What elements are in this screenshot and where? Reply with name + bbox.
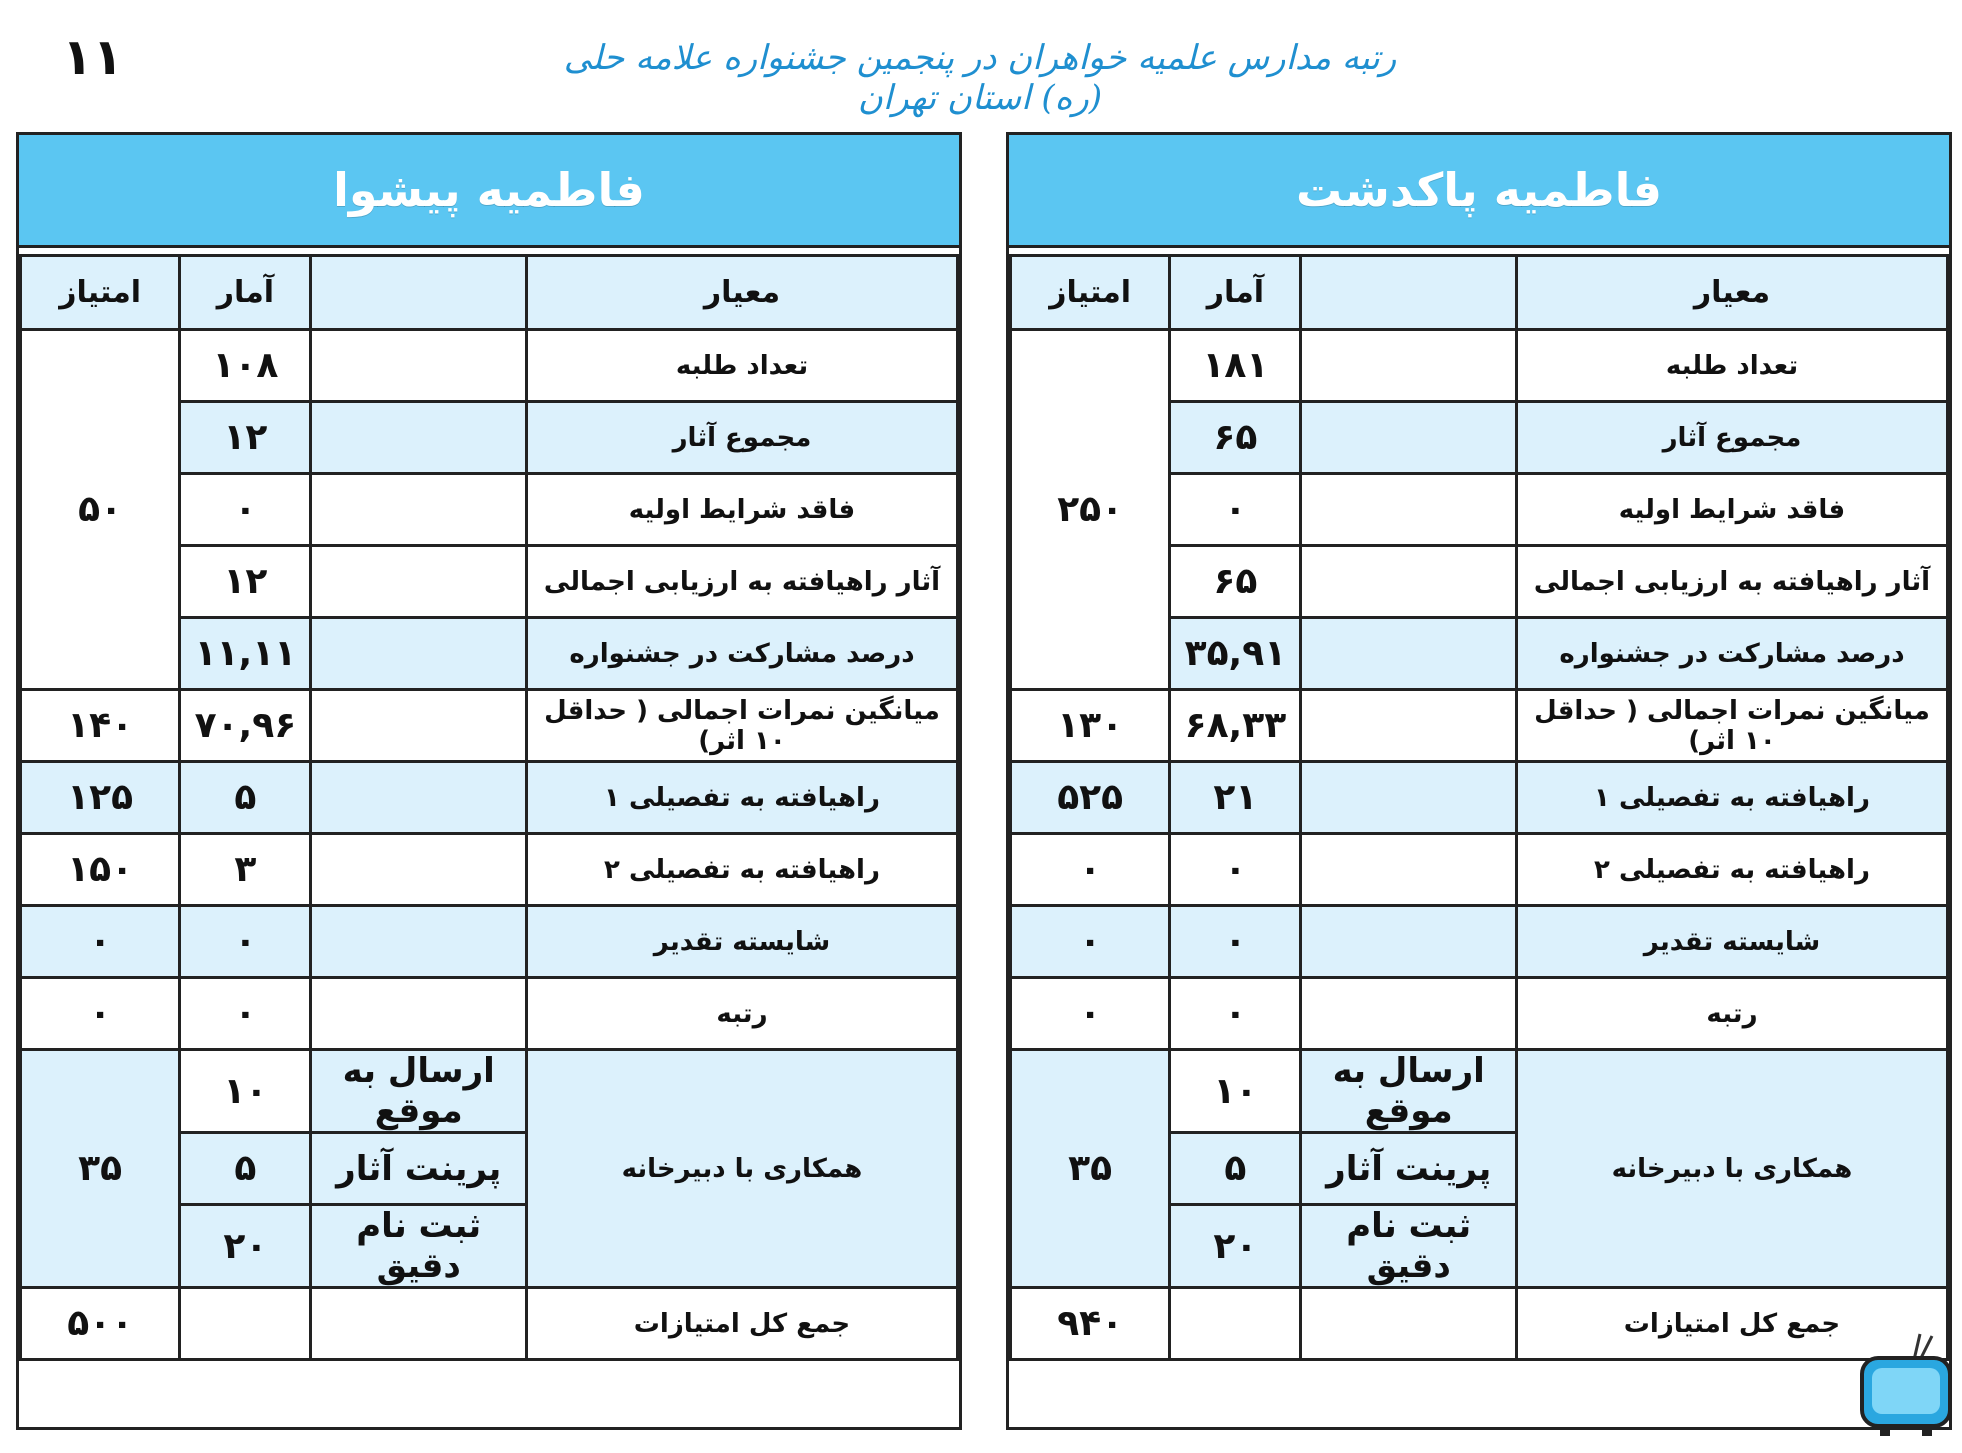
stat-cell: ۱۸۱ [1170, 330, 1301, 402]
score-table [1009, 254, 1949, 1361]
score-table [19, 254, 959, 1361]
score-cell: ۵۲۵ [1011, 762, 1170, 834]
stat-cell: ۳ [180, 834, 311, 906]
blank-cell [311, 834, 527, 906]
score-cell: ۱۴۰ [21, 690, 180, 762]
blank-cell [1301, 978, 1517, 1050]
school-panel-pishva [16, 132, 962, 1430]
table-row [1011, 978, 1948, 1050]
criterion-cell: شایسته تقدیر [526, 906, 957, 978]
sub-criterion-cell: پرینت آثار [1301, 1133, 1517, 1205]
criterion-cell: راهیافته به تفصیلی ۱ [526, 762, 957, 834]
stat-cell: ۰ [180, 978, 311, 1050]
score-cell: ۱۲۵ [21, 762, 180, 834]
table-row [21, 762, 958, 834]
header-score: امتیاز [21, 256, 180, 330]
blank-cell [1301, 690, 1517, 762]
stat-cell: ۱۰ [180, 1050, 311, 1133]
sub-criterion-cell: ارسال به موقع [311, 1050, 527, 1133]
table-row [1011, 1050, 1948, 1133]
score-cell: ۰ [1011, 834, 1170, 906]
blank-cell [180, 1288, 311, 1360]
school-panel-pakdasht [1006, 132, 1952, 1430]
school-title: فاطمیه پاکدشت [1009, 135, 1949, 248]
table-row [21, 978, 958, 1050]
table-row [21, 906, 958, 978]
blank-cell [1301, 1288, 1517, 1360]
stat-cell: ۰ [1170, 978, 1301, 1050]
score-cell: ۰ [21, 906, 180, 978]
table-header-row [1011, 256, 1948, 330]
criterion-cell: تعداد طلبه [526, 330, 957, 402]
score-cell: ۳۵ [1011, 1050, 1170, 1288]
score-cell: ۰ [1011, 906, 1170, 978]
table-row [21, 1050, 958, 1133]
stat-cell: ۵ [180, 1133, 311, 1205]
stat-cell: ۱۰۸ [180, 330, 311, 402]
stat-cell: ۰ [180, 474, 311, 546]
blank-cell [1301, 330, 1517, 402]
group-score-cell: ۵۰ [21, 330, 180, 690]
stat-cell: ۰ [180, 906, 311, 978]
blank-cell [311, 330, 527, 402]
criterion-cell: جمع کل امتیازات [1516, 1288, 1947, 1360]
blank-cell [1301, 834, 1517, 906]
criterion-cell: مجموع آثار [526, 402, 957, 474]
table-header-row [21, 256, 958, 330]
stat-cell: ۶۸,۳۳ [1170, 690, 1301, 762]
criterion-cell: میانگین نمرات اجمالی ( حداقل ۱۰ اثر) [1516, 690, 1947, 762]
criterion-cell: میانگین نمرات اجمالی ( حداقل ۱۰ اثر) [526, 690, 957, 762]
sub-criterion-cell: ارسال به موقع [1301, 1050, 1517, 1133]
criterion-cell: همکاری با دبیرخانه [526, 1050, 957, 1288]
table-row [21, 330, 958, 402]
score-cell: ۳۵ [21, 1050, 180, 1288]
stat-cell: ۷۰,۹۶ [180, 690, 311, 762]
sub-criterion-cell: ثبت نام دقیق [311, 1205, 527, 1288]
table-row [1011, 690, 1948, 762]
school-title: فاطمیه پیشوا [19, 135, 959, 248]
header-criterion: معیار [1516, 256, 1947, 330]
criterion-cell: تعداد طلبه [1516, 330, 1947, 402]
stat-cell: ۶۵ [1170, 546, 1301, 618]
criterion-cell: رتبه [1516, 978, 1947, 1050]
criterion-cell: رتبه [526, 978, 957, 1050]
tv-icon [1858, 1330, 1954, 1440]
table-row [1011, 1288, 1948, 1360]
blank-cell [1301, 402, 1517, 474]
group-score-cell: ۲۵۰ [1011, 330, 1170, 690]
table-row [21, 690, 958, 762]
header-stat: آمار [1170, 256, 1301, 330]
stat-cell: ۵ [180, 762, 311, 834]
criterion-cell: راهیافته به تفصیلی ۱ [1516, 762, 1947, 834]
blank-cell [311, 546, 527, 618]
criterion-cell: درصد مشارکت در جشنواره [1516, 618, 1947, 690]
criterion-cell: آثار راهیافته به ارزیابی اجمالی [1516, 546, 1947, 618]
score-cell: ۰ [21, 978, 180, 1050]
page-number: ۱۱ [62, 28, 124, 86]
stat-cell: ۲۰ [180, 1205, 311, 1288]
stat-cell: ۲۰ [1170, 1205, 1301, 1288]
blank-cell [1170, 1288, 1301, 1360]
blank-cell [311, 906, 527, 978]
stat-cell: ۵ [1170, 1133, 1301, 1205]
blank-cell [1301, 906, 1517, 978]
blank-cell [311, 1288, 527, 1360]
stat-cell: ۲۱ [1170, 762, 1301, 834]
stat-cell: ۰ [1170, 834, 1301, 906]
sub-criterion-cell: پرینت آثار [311, 1133, 527, 1205]
total-score-cell: ۹۴۰ [1011, 1288, 1170, 1360]
blank-cell [1301, 474, 1517, 546]
blank-cell [311, 762, 527, 834]
blank-cell [1301, 546, 1517, 618]
criterion-cell: فاقد شرایط اولیه [1516, 474, 1947, 546]
criterion-cell: فاقد شرایط اولیه [526, 474, 957, 546]
criterion-cell: راهیافته به تفصیلی ۲ [526, 834, 957, 906]
stat-cell: ۰ [1170, 906, 1301, 978]
criterion-cell: جمع کل امتیازات [526, 1288, 957, 1360]
blank-cell [311, 618, 527, 690]
header-criterion: معیار [526, 256, 957, 330]
stat-cell: ۱۲ [180, 402, 311, 474]
header-stat: آمار [180, 256, 311, 330]
criterion-cell: مجموع آثار [1516, 402, 1947, 474]
header-blank [1301, 256, 1517, 330]
stat-cell: ۱۲ [180, 546, 311, 618]
blank-cell [311, 474, 527, 546]
sub-criterion-cell: ثبت نام دقیق [1301, 1205, 1517, 1288]
header-score: امتیاز [1011, 256, 1170, 330]
blank-cell [311, 690, 527, 762]
table-row [1011, 906, 1948, 978]
criterion-cell: همکاری با دبیرخانه [1516, 1050, 1947, 1288]
page-header-title: رتبه مدارس علمیه خواهران در پنجمین جشنواره علامه حلی (ره) استان تهران [563, 38, 1397, 118]
stat-cell: ۰ [1170, 474, 1301, 546]
score-cell: ۰ [1011, 978, 1170, 1050]
blank-cell [311, 978, 527, 1050]
criterion-cell: درصد مشارکت در جشنواره [526, 618, 957, 690]
stat-cell: ۳۵,۹۱ [1170, 618, 1301, 690]
table-row [21, 834, 958, 906]
table-row [21, 1288, 958, 1360]
criterion-cell: شایسته تقدیر [1516, 906, 1947, 978]
table-row [1011, 762, 1948, 834]
table-row [1011, 834, 1948, 906]
blank-cell [311, 402, 527, 474]
criterion-cell: راهیافته به تفصیلی ۲ [1516, 834, 1947, 906]
blank-cell [1301, 618, 1517, 690]
blank-cell [1301, 762, 1517, 834]
score-cell: ۱۵۰ [21, 834, 180, 906]
stat-cell: ۶۵ [1170, 402, 1301, 474]
score-cell: ۱۳۰ [1011, 690, 1170, 762]
criterion-cell: آثار راهیافته به ارزیابی اجمالی [526, 546, 957, 618]
header-blank [311, 256, 527, 330]
stat-cell: ۱۰ [1170, 1050, 1301, 1133]
stat-cell: ۱۱,۱۱ [180, 618, 311, 690]
total-score-cell: ۵۰۰ [21, 1288, 180, 1360]
table-row [1011, 330, 1948, 402]
